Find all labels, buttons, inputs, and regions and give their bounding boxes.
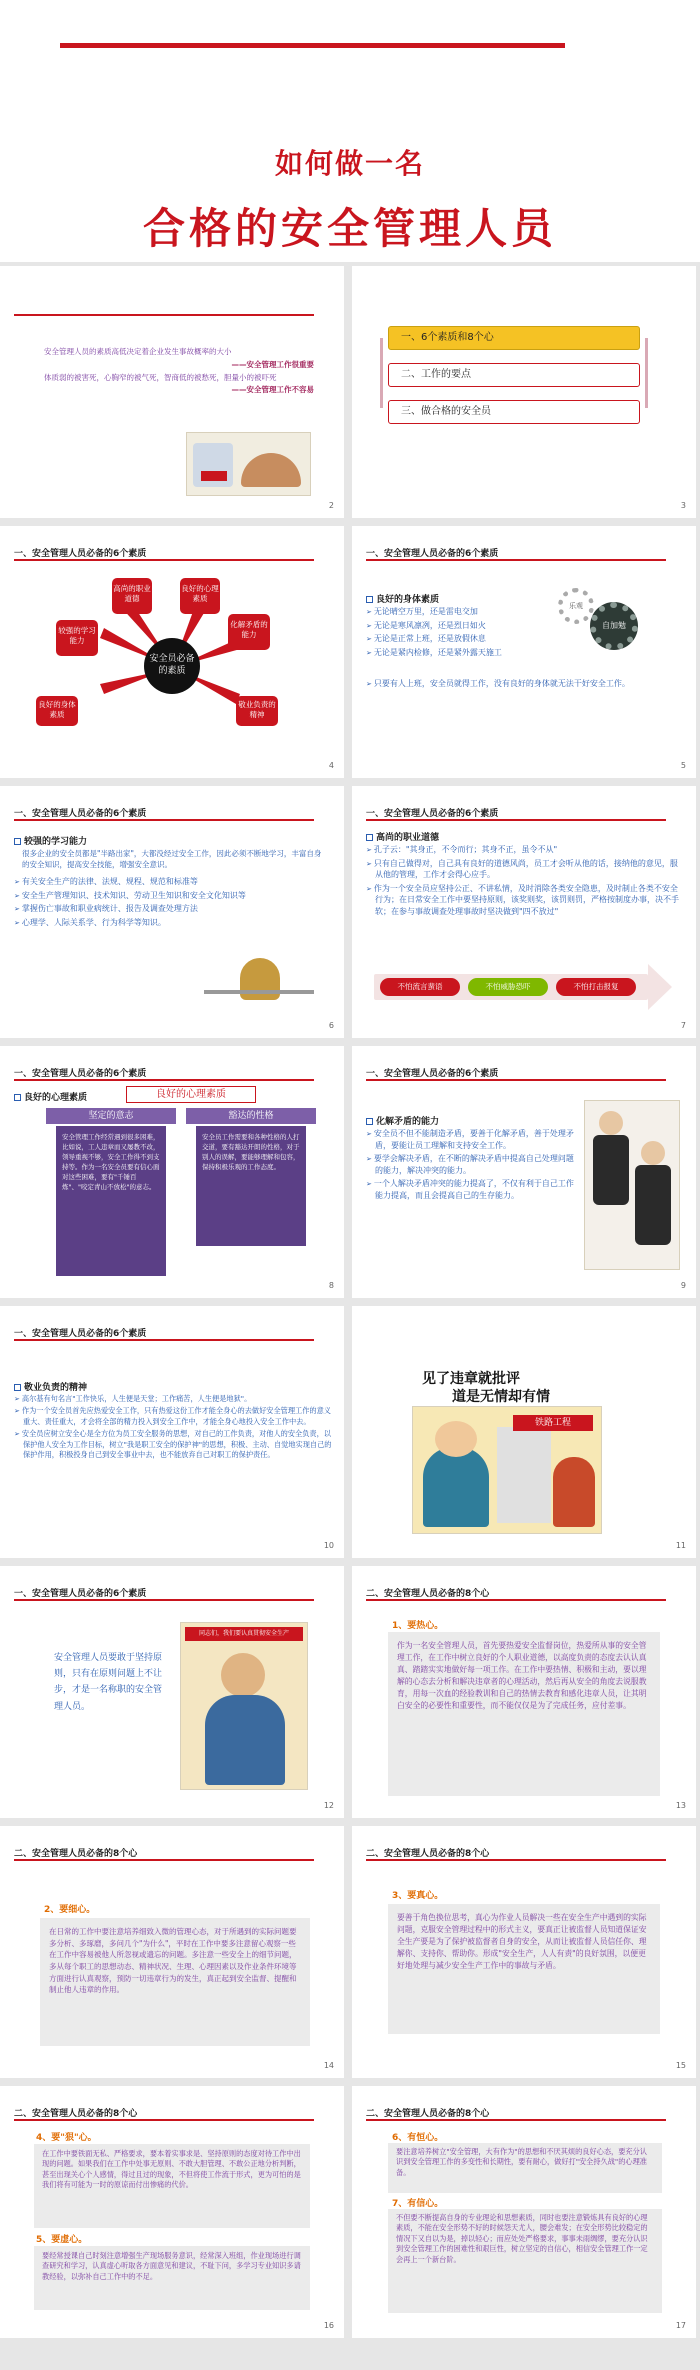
slide-heading: 一、安全管理人员必备的6个素质 [14,549,147,559]
toc-item-2[interactable]: 二、工作的要点 [388,363,640,387]
bullet-item: ➢ 安全生产管理知识、技术知识、劳动卫生知识和安全文化知识等 [14,890,319,902]
title-line-1: 如何做一名 [274,147,425,180]
heading-rule [14,1599,314,1601]
page-number: 2 [328,501,334,510]
gear-icon: 自加勉 [590,602,638,650]
slide-16 [0,2086,344,2338]
toc-item-1[interactable]: 一、6个素质和8个心 [388,326,640,350]
heading-rule [366,559,666,561]
slide-2 [0,266,344,518]
slide-heading: 二、安全管理人员必备的8个心 [366,2109,490,2119]
cartoon-image [186,432,311,496]
bullet-item: ➢ 作为一个安全员首先应热爱安全工作，只有热爱这份工作才能全身心的去做好安全管理工作的意义重大、责任重大，才会将全部的精力投入到安全工作中，才能全身心地投入安全工作中去。 [14,1406,332,1427]
page-number: 5 [680,761,686,770]
slide-heading: 一、安全管理人员必备的6个素质 [14,1329,147,1339]
slide-rule [14,314,314,316]
point-body: 作为一名安全管理人员，首先要热爱安全监督岗位，热爱所从事的安全管理工作，在工作中树立良好的个人职业道德，以高度负责的态度去认认真真、踏踏实实地做好每一项工作。在工作中要热情、积极和主动，要以理解的心态去分析和解决违章者的心理活动，然后再从安全的角度去说服教育，用每一次血的经验教训和自己的热情去教育和感化违章人员，让其明白安全的必要性和重要性，而不能仅仅是为了完成任务，应付差事。 [388,1632,660,1796]
node-conflict-resolution: 化解矛盾的能力 [228,614,270,650]
subhead [366,1114,439,1127]
column-body: 安全员工作需要和各种性格的人打交道，要有豁达开朗的性格，对于别人的误解，要能够理解和包容，保持积极乐观的工作态度。 [196,1126,306,1246]
bullet-list [366,1128,576,1204]
subhead [366,830,439,843]
heading-rule [366,819,666,821]
heading-rule [14,1339,314,1341]
point-body: 要善于角色换位思考，真心为作业人员解决一些在安全生产中遇到的实际问题，克服安全管理过程中的形式主义，要真正让被监督人员知道保证安全生产要是为了保护被监督者自身的安全，从而让被监督人员信任你、理解你、支持你、帮助你。形成"安全生产，人人有责"的良好氛围，以便更好地处理与减少安全生产工作中的事故与矛盾。 [388,1904,660,2034]
subhead [14,1090,87,1103]
intro-line: 安全管理人员的素质高低决定着企业发生事故概率的大小 [44,347,232,356]
bullet-list-wide [366,678,686,692]
principle-tag: 不怕流言蜚语 [380,978,460,996]
bullet-item: ➢ 安全员不但不能制造矛盾，要善于化解矛盾，善于处理矛盾，要能让员工理解和支持安全工作。 [366,1128,576,1151]
slide-9 [352,1046,696,1298]
heading-rule [14,1859,314,1861]
square-bullet-icon [14,1094,21,1101]
poster-caption: 同志们，我们要认真贯彻安全生产 [185,1627,303,1641]
slide-4 [0,526,344,778]
cartoon-image [412,1406,602,1534]
title-slide [0,0,700,262]
page-number: 16 [323,2321,334,2330]
poster-image [180,1622,308,1790]
node-professional-ethics: 高尚的职业道德 [112,578,152,614]
point-body: 在工作中要铁面无私、严格要求，要本着实事求是、坚持原则的态度对待工作中出现的问题。如果我们在工作中处事无原则、不敢大胆管理、不敢公正地分析判断，甚至出现关心个人感情，得过且过的现象，不但将使工作流于形式，更为可怕的是我们将有可能为一时的原谅而付出惨痛的代价。 [34,2144,310,2228]
point-body: 要经常授课自己时刻注意增强生产现场服务意识，经常深入班组，作业现场进行调查研究和学习，认真虚心听取各方面意见和建议，不耻下问，多学习专业知识多请教经验，以弥补自己工作中的不足。 [34,2246,310,2310]
subhead [14,1380,87,1393]
square-bullet-icon [366,1118,373,1125]
node-learning-ability: 较强的学习能力 [56,620,98,656]
column-body: 安全管理工作经常遇到很多困难，比如说，工人违章而又屡教不改，领导重视不够，安全工作得不到支持等。作为一名安全员要有信心面对这些困难，要有"千锤百炼"、"咬定青山不放松"的意志。 [56,1126,166,1276]
bell-image [200,950,318,1010]
subhead-text: 良好的心理素质 [24,1093,88,1103]
bullet-item: ➢ 无论是寒风凛冽，还是烈日如火 [366,620,571,632]
column-title: 坚定的意志 [46,1108,176,1124]
slide-heading: 一、安全管理人员必备的6个素质 [366,549,499,559]
bullet-item: ➢ 心理学、人际关系学、行为科学等知识。 [14,917,319,929]
heading-rule [366,1859,666,1861]
page-number: 12 [323,1801,334,1810]
slide-10 [0,1306,344,1558]
page-number: 17 [675,2321,686,2330]
bullet-item: ➢ 无论是正常上班，还是放假休息 [366,633,571,645]
page-number: 4 [328,761,334,770]
node-dedication: 敬业负责的精神 [236,696,278,726]
bullet-item: ➢ 要学会解决矛盾，在不断的解决矛盾中提高自己处理问题的能力，解决冲突的能力。 [366,1153,576,1176]
heading-rule [14,1079,314,1081]
diagram-center: 安全员必备的素质 [149,654,195,676]
subhead-text: 良好的身体素质 [376,595,440,605]
bullet-list [366,844,684,920]
heading-rule [366,1599,666,1601]
node-mental-quality: 良好的心理素质 [180,578,220,614]
square-bullet-icon [14,838,21,845]
slide-heading: 二、安全管理人员必备的8个心 [366,1589,490,1599]
bullet-list [366,606,571,660]
page-number: 13 [675,1801,686,1810]
principle-text: 安全管理人员要敢于坚持原则，只有在原则问题上不让步，才是一名称职的安全管理人员。 [54,1653,163,1712]
slide-heading: 二、安全管理人员必备的8个心 [14,2109,138,2119]
title-line-2: 合格的安全管理人员 [142,204,557,253]
slide-heading: 一、安全管理人员必备的6个素质 [366,809,499,819]
page-number: 6 [328,1021,334,1030]
slide-heading: 二、安全管理人员必备的8个心 [14,1849,138,1859]
slide-heading: 二、安全管理人员必备的8个心 [366,1849,490,1859]
page-number: 3 [680,501,686,510]
slide-12 [0,1566,344,1818]
slide-11 [352,1306,696,1558]
cartoon-caption: 道是无情却有情 [452,1389,550,1405]
sign-label: 铁路工程 [513,1415,593,1431]
banner-label: 良好的心理素质 [126,1086,256,1103]
bullet-item: ➢ 一个人解决矛盾冲突的能力提高了，不仅有利于自己工作能力提高，而且会提高自己的生存能力。 [366,1178,576,1201]
point-heading: 1、要热心。 [392,1621,444,1631]
page-number: 10 [323,1541,334,1550]
slide-heading: 一、安全管理人员必备的6个素质 [366,1069,499,1079]
principle-tag: 不怕打击报复 [556,978,636,996]
principle-tag: 不怕威胁恐吓 [468,978,548,996]
slide-5 [352,526,696,778]
heading-rule [14,819,314,821]
slide-heading: 一、安全管理人员必备的6个素质 [14,1069,147,1079]
point-heading: 6、有恒心。 [392,2133,444,2143]
point-heading: 2、要细心。 [44,1905,96,1915]
bullet-item: ➢ 安全员应树立安全心是全方位为员工安全服务的思想，对自己的工作负责，对他人的安全负责，以保护他人安全为工作目标，树立"我是职工安全的保护神"的思想，积极、主动、自觉地实现自己的保护作用，积极投身自己到安全事业中去，也不能放弃自己对职工的保护责任。 [14,1429,332,1460]
slide-8 [0,1046,344,1298]
slide-6 [0,786,344,1038]
square-bullet-icon [14,1384,21,1391]
two-people-illustration [584,1100,680,1270]
heading-rule [366,1079,666,1081]
column-title: 豁达的性格 [186,1108,316,1124]
bullet-list [14,876,319,930]
bullet-list [14,1394,332,1463]
point-heading: 4、要"狠"心。 [36,2133,97,2143]
bullet-item: ➢ 无论是紧内检修，还是紧外露天施工 [366,647,571,659]
subhead-text: 化解矛盾的能力 [376,1117,440,1127]
intro-line: 体质弱的被害死，心胸窄的被气死，智商低的被愁死，胆量小的被吓死 [44,372,277,382]
bullet-item: ➢ 掌握伤亡事故和职业病统计、报告及调查处理方法 [14,903,319,915]
slide-heading: 一、安全管理人员必备的6个素质 [14,809,147,819]
page-number: 14 [323,2061,334,2070]
intro-text [44,346,314,397]
page-number: 15 [675,2061,686,2070]
page-number: 8 [328,1281,334,1290]
point-heading: 5、要虚心。 [36,2235,88,2245]
node-physical-quality: 良好的身体素质 [36,696,78,726]
subhead [14,834,87,847]
point-heading: 3、要真心。 [392,1891,444,1901]
slide-13 [352,1566,696,1818]
arrow-head-icon [648,964,672,1010]
slide-15 [352,1826,696,2078]
subhead [366,592,439,605]
slide-7 [352,786,696,1038]
toc-item-3[interactable]: 三、做合格的安全员 [388,400,640,424]
point-body: 要注意培养树立"安全管理，大有作为"的思想和不厌其烦的良好心态，要充分认识到安全管理工作的多变性和长期性，要有耐心，做好打"安全持久战"的心理准备。 [388,2143,662,2193]
page-number: 7 [680,1021,686,1030]
slide-17 [352,2086,696,2338]
heading-rule [366,2119,666,2121]
subhead-text: 高尚的职业道德 [376,833,440,843]
slide-heading: 一、安全管理人员必备的6个素质 [14,1589,147,1599]
point-heading: 7、有信心。 [392,2199,444,2209]
subhead-text: 敬业负责的精神 [24,1383,88,1393]
heading-rule [14,2119,314,2121]
slide-14 [0,1826,344,2078]
cartoon-caption: 见了违章就批评 [422,1371,520,1387]
square-bullet-icon [366,834,373,841]
intro-dash-line: ——安全管理工作很重要 [231,359,314,369]
gear-icon: 乐观 [558,588,594,624]
page-number: 9 [680,1281,686,1290]
slide-3 [352,266,696,518]
bullet-item: ➢ 孔子云："其身正，不令而行；其身不正，虽令不从" [366,844,684,856]
point-body: 不但要不断提高自身的专业理论和思想素质，同时也要注意锻炼具有良好的心理素质，不能在安全形势不好的时候怨天尤人，腰会难发；在安全形势比较稳定的情况下又自以为是，掉以轻心；而应处处严格要求，事事未雨绸缪，要充分认识到安全管理工作的困难性和艰巨性，树立坚定的自信心，相信安全管理工作一定会再上一个新台阶。 [388,2209,662,2313]
heading-rule [14,559,314,561]
title-rule [60,43,565,48]
intro-dash-line: ——安全管理工作不容易 [231,385,314,395]
bullet-item: ➢ 只要有人上班，安全员就得工作，没有良好的身体就无法干好安全工作。 [366,678,686,690]
point-body: 在日常的工作中要注意培养细致入微的管理心态，对于所遇到的实际问题要多分析、多琢磨，多问几个"为什么"，平时在工作中要多注意留心观察一些在工作中容易被他人所忽视或遗忘的问题。多注意一些安全上的细节问题，多从每个职工的思想动态、精神状况、生理、心理因素以及作业条件环境等方面进行认真观察，预防一切违章行为的发生，真正起到安全监督、提醒和制止他人违章的作用。 [40,1918,310,2046]
square-bullet-icon [366,596,373,603]
bullet-item: ➢ 只有自己做得对，自己具有良好的道德风尚，员工才会听从他的话，接纳他的意见，服从他的管理，工作才会得心应手。 [366,858,684,881]
toc-bracket [380,338,648,408]
intro-text: 很多企业的安全员都是"半路出家"，大都没经过安全工作，因此必须不断地学习，丰富自身的安全知识，提高安全技能，增强安全意识。 [22,849,322,870]
bullet-item: ➢ 有关安全生产的法律、法规、规程、规范和标准等 [14,876,319,888]
subhead-text: 较强的学习能力 [24,837,88,847]
bullet-item: ➢ 高尔基有句名言"工作快乐，人生便是天堂；工作痛苦，人生便是地狱"。 [14,1394,332,1404]
bullet-item: ➢ 作为一个安全员应坚持公正、不讲私情，及时消除各类安全隐患，及时制止各类不安全行为；在日常安全工作中要坚持原则，该奖则奖，该罚则罚，严格按制度办事，决不手软；在参与事故调查处理事故时坚决做到"四不放过" [366,883,684,918]
bullet-item: ➢ 无论晴空万里，还是雷电交加 [366,606,571,618]
page-number: 11 [675,1541,686,1550]
